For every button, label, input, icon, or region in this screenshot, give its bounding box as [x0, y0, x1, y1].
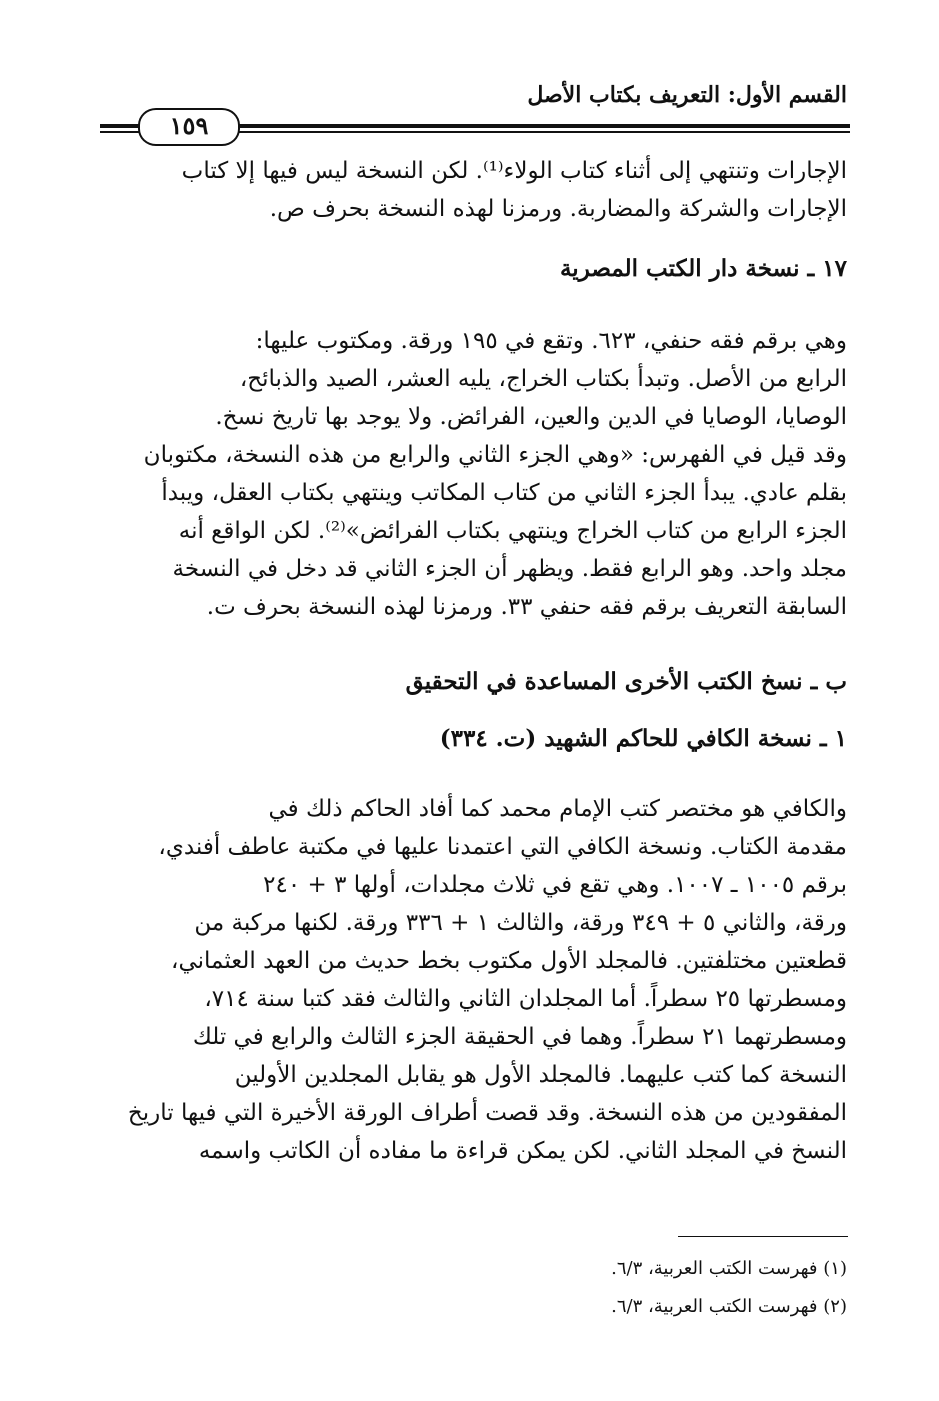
paragraph-2	[105, 322, 847, 626]
footnote-2: (٢) فهرست الكتب العربية، ٦/٣.	[611, 1296, 847, 1317]
running-head: القسم الأول: التعريف بكتاب الأصل	[527, 82, 847, 108]
text-line: بقلم عادي. يبدأ الجزء الثاني من كتاب المكاتب وينتهي بكتاب العقل، ويبدأ	[161, 480, 847, 506]
page-number: ١٥٩	[138, 108, 240, 146]
text-line: النسخ في المجلد الثاني. لكن يمكن قراءة ما مفاده أن الكاتب واسمه	[198, 1138, 847, 1164]
text-line: مقدمة الكتاب. ونسخة الكافي التي اعتمدنا عليها في مكتبة عاطف أفندي،	[158, 834, 847, 860]
text-line: ومسطرتها ٢٥ سطراً. أما المجلدان الثاني والثالث فقد كتبا سنة ٧١٤،	[204, 986, 847, 1012]
text-line: الوصايا، الوصايا في الدين والعين، الفرائض. ولا يوجد بها تاريخ نسخ.	[215, 404, 847, 430]
text-line: الجزء الرابع من كتاب الخراج وينتهي بكتاب الفرائض»⁽²⁾. لكن الواقع أنه	[178, 518, 847, 544]
text-line: والكافي هو مختصر كتب الإمام محمد كما أفاد الحاكم ذلك في	[268, 796, 847, 822]
paragraph-1	[105, 152, 847, 228]
section-heading-1: ١ ـ نسخة الكافي للحاكم الشهيد (ت. ٣٣٤)	[439, 725, 847, 752]
footnotes	[611, 1250, 847, 1326]
text-line: وقد قيل في الفهرس: «وهي الجزء الثاني والرابع من هذه النسخة، مكتوبان	[143, 442, 847, 468]
text-line: برقم ١٠٠٥ ـ ١٠٠٧. وهي تقع في ثلاث مجلدات، أولها ٣ + ٢٤٠	[263, 872, 847, 898]
text-line: ومسطرتهما ٢١ سطراً. وهما في الحقيقة الجزء الثالث والرابع في تلك	[192, 1024, 847, 1050]
text-line: ورقة، والثاني ٥ + ٣٤٩ ورقة، والثالث ١ + ٣٣٦ ورقة. لكنها مركبة من	[194, 910, 847, 936]
text-line: النسخة كما كتب عليهما. فالمجلد الأول هو يقابل المجلدين الأولين	[234, 1062, 847, 1088]
text-line: المفقودين من هذه النسخة. وقد قصت أطراف الورقة الأخيرة التي فيها تاريخ	[127, 1100, 847, 1126]
text-line: وهي برقم فقه حنفي، ٦٢٣. وتقع في ١٩٥ ورقة. ومكتوب عليها:	[255, 328, 847, 354]
text-line: قطعتين مختلفتين. فالمجلد الأول مكتوب بخط حديث من العهد العثماني،	[171, 948, 847, 974]
footnote-1: (١) فهرست الكتب العربية، ٦/٣.	[611, 1258, 847, 1279]
text-line: مجلد واحد. وهو الرابع فقط. ويظهر أن الجزء الثاني قد دخل في النسخة	[172, 556, 847, 582]
text-line: الإجارات والشركة والمضاربة. ورمزنا لهذه النسخة بحرف ص.	[269, 196, 847, 222]
footnote-rule	[678, 1236, 848, 1237]
text-line: الرابع من الأصل. وتبدأ بكتاب الخراج، يليه العشر، الصيد والذبائح،	[239, 366, 847, 392]
section-heading-b: ب ـ نسخ الكتب الأخرى المساعدة في التحقيق	[405, 668, 847, 695]
paragraph-3	[105, 790, 847, 1170]
text-line: السابقة التعريف برقم فقه حنفي ٣٣. ورمزنا لهذه النسخة بحرف ت.	[206, 594, 847, 620]
section-heading-17: ١٧ ـ نسخة دار الكتب المصرية	[559, 255, 847, 282]
text-line: الإجارات وتنتهي إلى أثناء كتاب الولاء⁽¹⁾. لكن النسخة ليس فيها إلا كتاب	[181, 158, 847, 184]
